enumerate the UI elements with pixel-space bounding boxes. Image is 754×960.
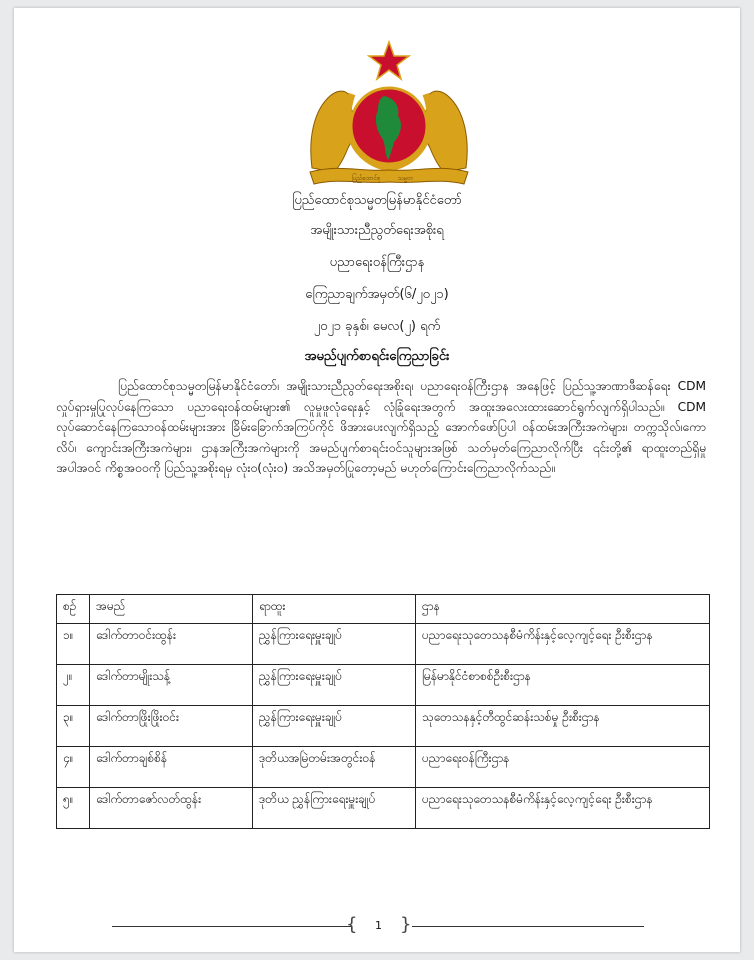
row-name: ဒေါက်တာဝင်းထွန်း: [90, 624, 253, 665]
row-position: ညွှန်ကြားရေးမှူးချုပ်: [253, 665, 416, 706]
header-country: ပြည်ထောင်စုသမ္မတမြန်မာနိုင်ငံတော်: [292, 193, 462, 208]
row-name: ဒေါက်တာမျိုးသန့်: [90, 665, 253, 706]
row-name: ဒေါက်တာချစ်စိန်: [90, 747, 253, 788]
table-row: [57, 665, 710, 706]
document-title: အမည်ပျက်စာရင်းကြေညာခြင်း: [304, 349, 450, 364]
table-row: [57, 706, 710, 747]
col-header-position: ရာထူး: [253, 595, 416, 624]
footer-brace-right: }: [400, 914, 412, 935]
row-position: ညွှန်ကြားရေးမှူးချုပ်: [253, 706, 416, 747]
header-announcement-number: ကြေညာချက်အမှတ်(၆/၂၀၂၁): [305, 287, 449, 302]
header-date: ၂၀၂၁ ခုနှစ်၊ မေလ(၂) ရက်: [313, 319, 441, 334]
footer-rule-right: [412, 926, 644, 927]
row-number: ၅။: [57, 788, 90, 829]
state-seal-emblem: [300, 38, 478, 188]
col-header-no: စဉ်: [57, 595, 90, 624]
blacklist-table: [56, 594, 710, 829]
page-number: 1: [375, 919, 382, 932]
emblem-text-left: ပြည်ထောင်စု: [352, 175, 381, 182]
table-header-row: [57, 595, 710, 624]
table-row: [57, 747, 710, 788]
row-number: ၃။: [57, 706, 90, 747]
row-position: ညွှန်ကြားရေးမှူးချုပ်: [253, 624, 416, 665]
header-government: အမျိုးသားညီညွတ်ရေးအစိုးရ: [310, 223, 444, 238]
header-ministry: ပညာရေးဝန်ကြီးဌာန: [329, 255, 425, 270]
row-position: ဒုတိယအမြဲတမ်းအတွင်းဝန်: [253, 747, 416, 788]
announcement-body: ပြည်ထောင်စုသမ္မတမြန်မာနိုင်ငံတော်၊ အမျိုးသားညီညွတ်ရေးအစိုးရ၊ ပညာရေးဝန်ကြီးဌာန အနေဖြင့် ပြည်သူ့အာဏာဖီဆန်ရေး CDM လှုပ်ရှားမှုပြုလုပ်နေကြသော ပညာရေးဝန်ထမ်းများ၏ လူမှုဖူလုံရေးနှင့် လုံခြုံရေးအတွက် အထူးအလေးထားဆောင်ရွက်လျက်ရှိပါသည်။ CDM လုပ်ဆောင်နေကြသောဝန်ထမ်းများအား ခြိမ်းခြောက်အကြပ်ကိုင် ဖိအားပေးလျက်ရှိသည့် အောက်ဖော်ပြပါ ဝန်ထမ်းအကြီးအကဲများ၊ တက္ကသိုလ်၊ကောလိပ်၊ ကျောင်းအကြီးအကဲများ၊ ဌာနအကြီးအကဲများကို အမည်ပျက်စာရင်းဝင်သူများအဖြစ် သတ်မှတ်ကြေညာလိုက်ပြီး ၎င်းတို့၏ ရာထူးတည်ရှိမှုအပါအဝင် ကိစ္စအဝဝကို ပြည်သူ့အစိုးရမှ လုံး၀(လုံး၀) အသိအမှတ်ပြုတော့မည် မဟုတ်ကြောင်းကြေညာလိုက်သည်။: [56, 379, 706, 476]
row-number: ၁။: [57, 624, 90, 665]
row-position: ဒုတိယ ညွှန်ကြားရေးမှူးချုပ်: [253, 788, 416, 829]
row-number: ၂။: [57, 665, 90, 706]
emblem-text-right: သမ္မတ: [398, 175, 414, 182]
row-name: ဒေါက်တာဇော်လတ်ထွန်း: [90, 788, 253, 829]
row-department: ပညာရေးသုတေသနစီမံကိန်းနှင့်လေ့ကျင့်ရေး ဦးစီးဌာန: [416, 624, 710, 665]
col-header-department: ဌာန: [416, 595, 710, 624]
document-page: [14, 8, 740, 952]
table-row: [57, 788, 710, 829]
row-department: ပညာရေးသုတေသနစီမံကိန်းနှင့်လေ့ကျင့်ရေး ဦးစီးဌာန: [416, 788, 710, 829]
row-number: ၄။: [57, 747, 90, 788]
row-department: ပညာရေးဝန်ကြီးဌာန: [416, 747, 710, 788]
row-name: ဒေါက်တာဖြိုးဖြိုးဝင်း: [90, 706, 253, 747]
table-row: [57, 624, 710, 665]
footer-rule-left: [112, 926, 352, 927]
row-department: မြန်မာနိုင်ငံစာစစ်ဦးစီးဌာန: [416, 665, 710, 706]
row-department: သုတေသနနှင့်တီထွင်ဆန်းသစ်မှု ဦးစီးဌာန: [416, 706, 710, 747]
col-header-name: အမည်: [90, 595, 253, 624]
footer-brace-left: {: [346, 914, 358, 935]
